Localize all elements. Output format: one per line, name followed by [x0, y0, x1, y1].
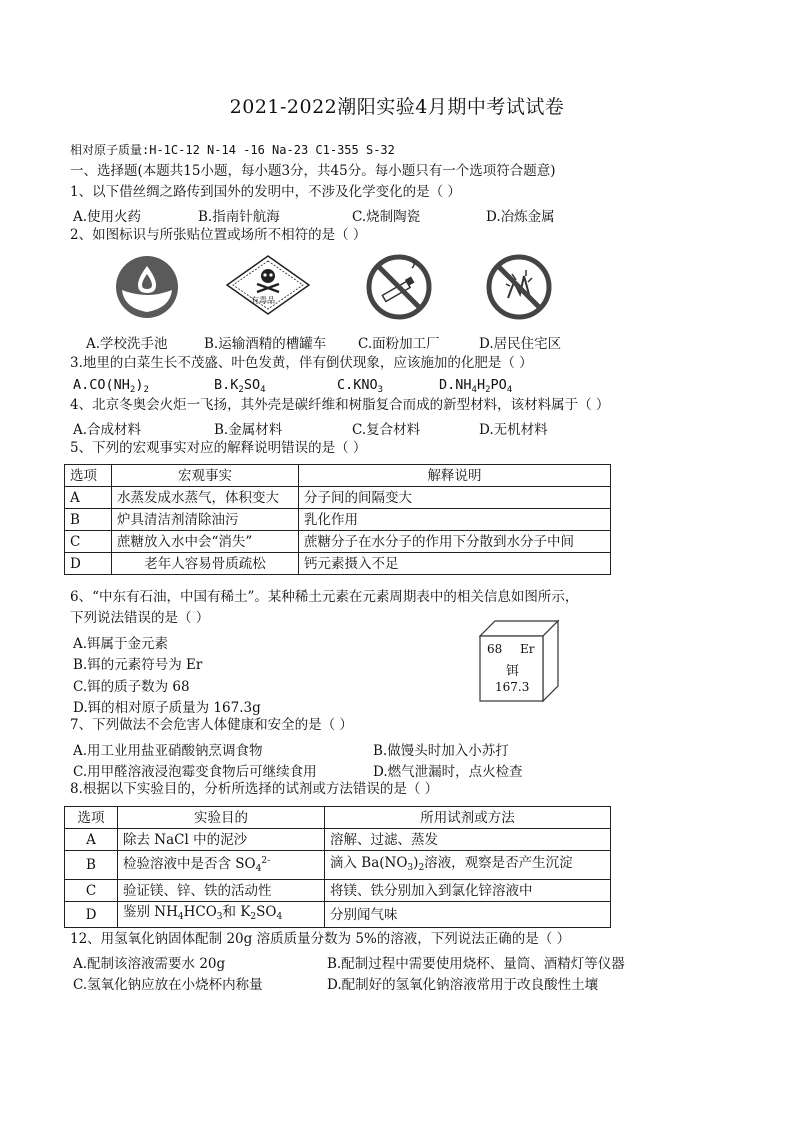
table-cell: 乳化作用: [299, 509, 611, 531]
table-row: [65, 902, 611, 928]
q12-option-a: A.配制该溶液需要水 20g: [73, 956, 226, 972]
q4-option-a: A.合成材料: [73, 422, 142, 438]
water-saving-sign-icon: [114, 254, 180, 320]
q12-option-c: C.氢氧化钠应放在小烧杯内称量: [73, 977, 263, 993]
table-cell: 鉴别 $NH_4HCO_3$和 $K_2SO_4$: [118, 902, 325, 928]
table-cell: C: [65, 531, 112, 553]
q5-table: [64, 464, 611, 575]
table-cell: 分子间的间隔变大: [299, 487, 611, 509]
question-6-stem-line2: 下列说法错误的是（ ）: [70, 610, 210, 626]
table-header-cell: 选项: [65, 807, 118, 829]
table-header-row: [65, 465, 611, 487]
q3-option-b: $B.K_2SO_4$: [214, 377, 266, 395]
question-1-stem: 1、以下借丝绸之路传到国外的发明中，不涉及化学变化的是（ ）: [70, 184, 461, 200]
table-cell: 除去 NaCl 中的泥沙: [118, 829, 325, 851]
question-8-stem: 8.根据以下实验目的，分析所选择的试剂或方法错误的是（ ）: [70, 781, 439, 797]
question-2-stem: 2、如图标识与所张贴位置或场所不相符的是（ ）: [70, 227, 367, 243]
element-name: 铒: [506, 664, 520, 679]
table-row: [65, 880, 611, 902]
table-header-cell: 解释说明: [299, 465, 611, 487]
q12-option-b: B.配制过程中需要使用烧杯、量筒、酒精灯等仪器: [327, 956, 625, 972]
table-cell: 分别闻气味: [325, 902, 611, 928]
table-cell: D: [65, 553, 112, 575]
q1-option-d: D.冶炼金属: [486, 209, 555, 225]
element-symbol: Er: [520, 642, 535, 656]
table-header-cell: 实验目的: [118, 807, 325, 829]
no-smoking-sign-icon: [366, 254, 432, 320]
table-cell: A: [65, 829, 118, 851]
table-cell: 蔗糖分子在水分子的作用下分散到水分子中间: [299, 531, 611, 553]
q2-option-b: B.运输酒精的槽罐车: [204, 336, 327, 352]
page-title: 2021-2022潮阳实验4月期中考试试卷: [229, 96, 565, 118]
q6-option-a: A.铒属于金元素: [73, 636, 169, 652]
table-cell: 炉具清洁剂清除油污: [112, 509, 299, 531]
q4-option-c: C.复合材料: [352, 422, 421, 438]
q7-option-c: C.用甲醛溶液浸泡霉变食物后可继续食用: [73, 764, 317, 780]
table-cell: C: [65, 880, 118, 902]
q6-option-d: D.铒的相对原子质量为 167.3g: [73, 700, 261, 716]
q1-option-a: A.使用火药: [73, 209, 142, 225]
question-4-stem: 4、北京冬奥会火炬一飞扬，其外壳是碳纤维和树脂复合而成的新型材料，该材料属于（ ）: [70, 397, 610, 413]
question-7-stem: 7、下列做法不会危害人体健康和安全的是（ ）: [70, 717, 353, 733]
table-header-cell: 所用试剂或方法: [325, 807, 611, 829]
q12-option-d: D.配制好的氢氧化钠溶液常用于改良酸性土壤: [327, 977, 599, 993]
table-row: [65, 531, 611, 553]
element-mass: 167.3: [495, 680, 530, 694]
table-cell: A: [65, 487, 112, 509]
q6-option-b: B.铒的元素符号为 Er: [73, 657, 203, 673]
atomic-mass-line: 相对原子质量:H-1C-12 N-14 -16 Na-23 C1-355 S-32: [70, 143, 395, 157]
q4-option-b: B.金属材料: [214, 422, 283, 438]
q1-option-c: C.烧制陶瓷: [352, 209, 421, 225]
q7-option-d: D.燃气泄漏时，点火检查: [373, 764, 523, 780]
q8-table: [64, 806, 611, 928]
question-3-stem: 3.地里的白菜生长不茂盛、叶色发黄，伴有倒伏现象，应该施加的化肥是（ ）: [70, 355, 533, 371]
table-cell: D: [65, 902, 118, 928]
table-cell: 验证镁、锌、铁的活动性: [118, 880, 325, 902]
q3-option-a: $A.CO(NH_2)_2$: [73, 377, 149, 395]
q2-option-c: C.面粉加工厂: [358, 336, 440, 352]
table-cell: 钙元素摄入不足: [299, 553, 611, 575]
table-header-row: [65, 807, 611, 829]
table-cell: 水蒸发成水蒸气，体积变大: [112, 487, 299, 509]
q6-option-c: C.铒的质子数为 68: [73, 679, 190, 695]
no-fireworks-sign-icon: [486, 254, 552, 320]
table-header-cell: 宏观事实: [112, 465, 299, 487]
table-cell: 老年人容易骨质疏松: [112, 553, 299, 575]
table-row: [65, 851, 611, 880]
question-5-stem: 5、下列的宏观事实对应的解释说明错误的是（ ）: [70, 440, 367, 456]
toxic-goods-sign-icon: [225, 254, 311, 316]
q3-option-d: $D.NH_4H_2PO_4$: [439, 377, 513, 395]
table-row: [65, 509, 611, 531]
table-cell: 检验溶液中是否含 $SO_4^{2-}$: [118, 851, 325, 880]
question-6-stem-line1: 6、“中东有石油，中国有稀土”。某种稀土元素在元素周期表中的相关信息如图所示，: [70, 589, 579, 605]
element-atomic-number: 68: [487, 642, 503, 656]
question-12-stem: 12、用氢氧化钠固体配制 20g 溶质质量分数为 5%的溶液，下列说法正确的是（ ）: [70, 931, 571, 947]
q2-option-a: A.学校洗手池: [86, 336, 168, 352]
table-cell: 蔗糖放入水中会“消失”: [112, 531, 299, 553]
table-cell: 溶解、过滤、蒸发: [325, 829, 611, 851]
table-cell: 滴入 $Ba(NO_3)_2$溶液，观察是否产生沉淀: [325, 851, 611, 880]
table-cell: B: [65, 851, 118, 880]
toxic-sign-label: 有毒品: [251, 296, 275, 305]
q4-option-d: D.无机材料: [479, 422, 548, 438]
table-row: [65, 829, 611, 851]
q7-option-b: B.做馒头时加入小苏打: [373, 743, 509, 759]
q3-option-c: $C.KNO_3$: [337, 377, 384, 395]
q2-option-d: D.居民住宅区: [479, 336, 562, 352]
table-header-cell: 选项: [65, 465, 112, 487]
table-row: [65, 487, 611, 509]
q7-option-a: A.用工业用盐亚硝酸钠烹调食物: [73, 743, 263, 759]
q1-option-b: B.指南针航海: [198, 209, 280, 225]
table-cell: 将镁、铁分别加入到氯化锌溶液中: [325, 880, 611, 902]
table-cell: B: [65, 509, 112, 531]
section-heading: 一、选择题(本题共15小题，每小题3分，共45分。每小题只有一个选项符合题意): [70, 163, 556, 179]
table-row: [65, 553, 611, 575]
